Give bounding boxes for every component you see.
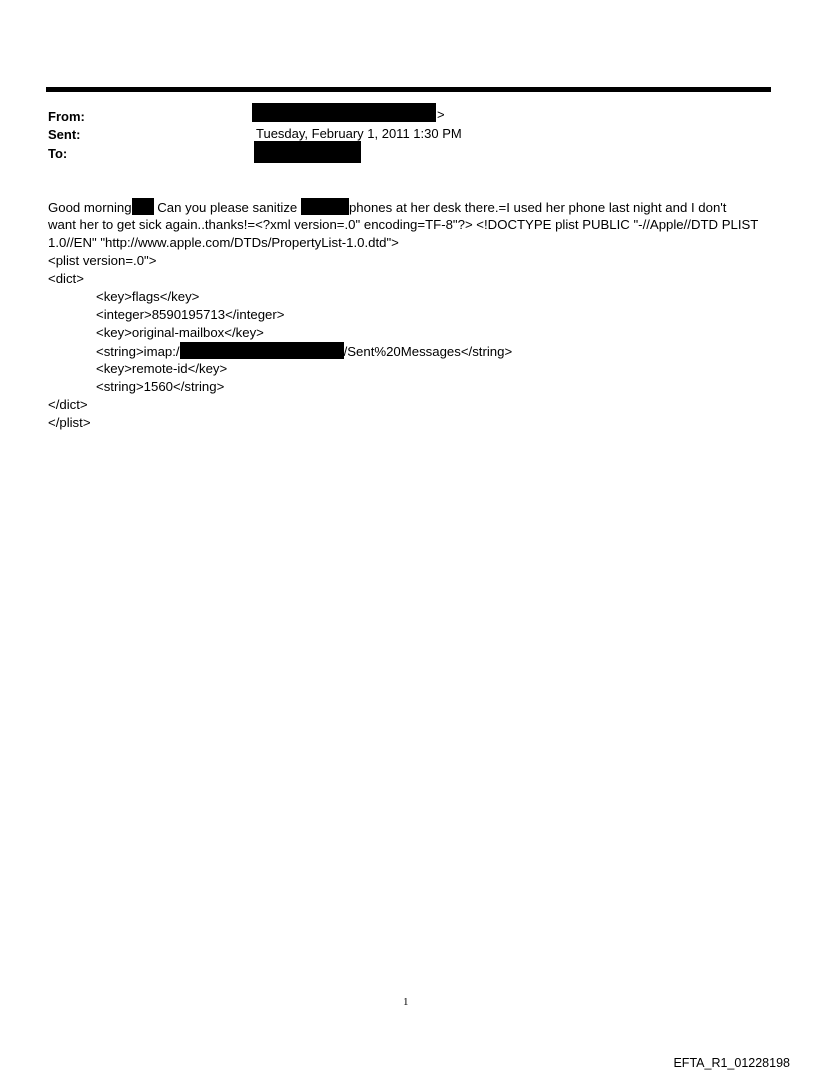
body-line: <integer>8590195713</integer> bbox=[96, 307, 285, 322]
body-line: <key>flags</key> bbox=[96, 289, 200, 304]
body-text-segment: Good morning bbox=[48, 200, 132, 215]
body-line: </dict> bbox=[48, 397, 88, 412]
header-rule bbox=[46, 87, 771, 92]
redaction-name bbox=[301, 198, 349, 215]
body-text-segment: /Sent%20Messages</string> bbox=[343, 344, 513, 359]
body-line: </plist> bbox=[48, 415, 91, 430]
body-line: <key>original-mailbox</key> bbox=[96, 325, 264, 340]
body-line: <plist version=.0"> bbox=[48, 253, 157, 268]
body-text-segment: <string>imap:/ bbox=[96, 344, 180, 359]
body-line bbox=[48, 198, 788, 216]
body-line: 1.0//EN" "http://www.apple.com/DTDs/PropertyList-1.0.dtd"> bbox=[48, 235, 399, 250]
body-text-segment: Can you please sanitize bbox=[153, 200, 301, 215]
body-line: want her to get sick again..thanks!=<?xml version=.0" encoding=TF-8"?> <!DOCTYPE plist PUBLIC "-//Apple//DTD PLIST bbox=[48, 217, 759, 232]
body-text-segment: phones at her desk there.=I used her phone last night and I don't bbox=[348, 200, 727, 215]
body-line bbox=[48, 342, 788, 360]
redaction-mailbox bbox=[180, 342, 344, 359]
redaction-name bbox=[132, 198, 154, 215]
bates-number: EFTA_R1_01228198 bbox=[673, 1056, 790, 1070]
email-body bbox=[48, 198, 788, 432]
from-suffix: > bbox=[437, 107, 445, 122]
body-line: <dict> bbox=[48, 271, 84, 286]
sent-value: Tuesday, February 1, 2011 1:30 PM bbox=[256, 126, 462, 141]
body-line: <string>1560</string> bbox=[96, 379, 225, 394]
redaction-to bbox=[254, 141, 361, 163]
sent-label: Sent: bbox=[48, 127, 81, 142]
page-number: 1 bbox=[403, 996, 409, 1008]
to-label: To: bbox=[48, 146, 68, 161]
from-label: From: bbox=[48, 109, 85, 124]
body-line: <key>remote-id</key> bbox=[96, 361, 228, 376]
redaction-from bbox=[252, 103, 436, 122]
